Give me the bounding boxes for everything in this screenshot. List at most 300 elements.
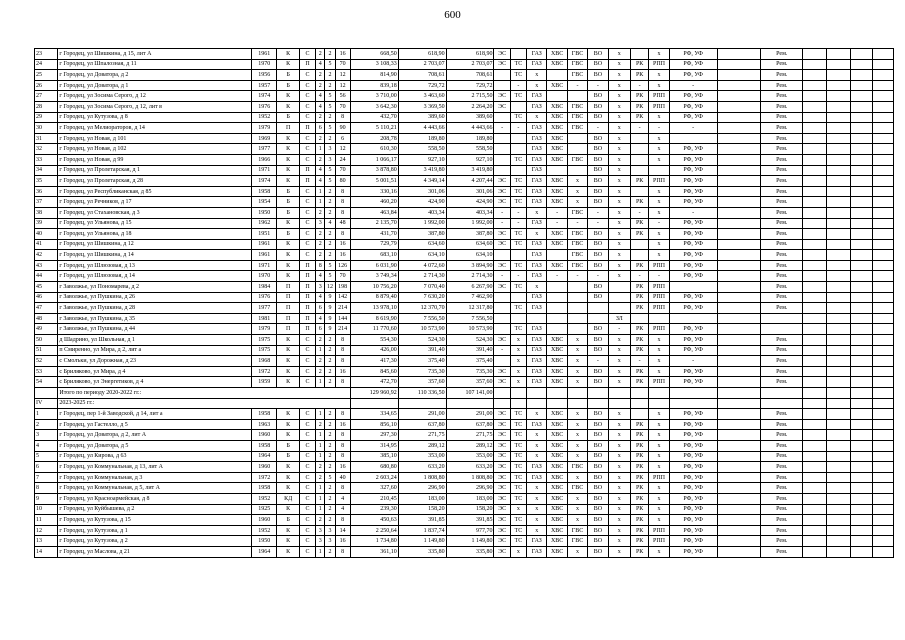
table-cell: х xyxy=(649,345,669,356)
table-cell xyxy=(803,239,826,250)
table-cell: - xyxy=(630,123,648,134)
table-cell: х xyxy=(649,154,669,165)
table-cell xyxy=(717,250,761,261)
table-cell xyxy=(803,154,826,165)
table-cell: С xyxy=(299,409,315,420)
table-cell: 8 619,90 xyxy=(350,313,398,324)
table-cell: РК xyxy=(630,260,648,271)
table-cell: г Городец, ул Кутузова, д 1 xyxy=(58,525,252,536)
table-cell xyxy=(494,388,510,399)
table-cell xyxy=(873,176,894,187)
table-cell xyxy=(851,430,873,441)
table-cell xyxy=(826,398,850,409)
table-cell: 16 xyxy=(335,239,350,250)
table-cell: ВО xyxy=(588,472,608,483)
table-cell: РПП xyxy=(649,303,669,314)
table-cell: Рем. xyxy=(761,282,803,293)
table-cell xyxy=(851,49,873,60)
table-cell: 1968 xyxy=(252,356,277,367)
table-cell: 48 xyxy=(335,218,350,229)
table-cell xyxy=(826,345,850,356)
table-cell: 5 xyxy=(325,59,335,70)
table-cell xyxy=(851,409,873,420)
table-cell xyxy=(717,70,761,81)
table-cell: 7 630,20 xyxy=(398,292,446,303)
table-cell: 1 xyxy=(316,493,325,504)
table-cell: 2 xyxy=(325,80,335,91)
table-cell: 1971 xyxy=(252,165,277,176)
table-cell: 3 xyxy=(316,525,325,536)
table-cell: ВО xyxy=(588,59,608,70)
table-cell: г Городец, ул Коммунальная, д 13, лит А xyxy=(58,462,252,473)
table-cell: Рем. xyxy=(761,59,803,70)
table-cell: РК xyxy=(630,345,648,356)
table-cell xyxy=(510,133,526,144)
table-cell: РК xyxy=(630,112,648,123)
table-row xyxy=(35,49,894,60)
table-cell: г Городец, ул Доватора, д 5 xyxy=(58,440,252,451)
table-cell: ЭС xyxy=(494,366,510,377)
table-cell xyxy=(494,70,510,81)
table-cell xyxy=(717,112,761,123)
table-cell: 6 xyxy=(335,133,350,144)
table-cell: РФ, УФ xyxy=(669,440,717,451)
table-cell xyxy=(630,144,648,155)
table-cell: П xyxy=(277,282,299,293)
table-cell: 2 xyxy=(316,207,325,218)
table-cell: 7 070,40 xyxy=(398,282,446,293)
table-cell: К xyxy=(277,419,299,430)
table-cell: 361,10 xyxy=(350,546,398,557)
table-cell: РК xyxy=(630,303,648,314)
table-cell xyxy=(717,483,761,494)
table-cell: ГАЗ xyxy=(527,546,547,557)
table-cell: 37 xyxy=(35,197,58,208)
table-cell: 24 xyxy=(335,154,350,165)
table-cell: х xyxy=(510,335,526,346)
table-cell: ВО xyxy=(588,546,608,557)
table-cell: 2 xyxy=(316,366,325,377)
table-cell xyxy=(494,303,510,314)
table-cell: 3 xyxy=(316,536,325,547)
table-cell: РФ, УФ xyxy=(669,112,717,123)
table-cell: х xyxy=(608,536,630,547)
table-cell xyxy=(826,313,850,324)
table-cell: 6 xyxy=(316,324,325,335)
table-cell: - xyxy=(510,207,526,218)
table-cell: С xyxy=(299,504,315,515)
table-cell: РК xyxy=(630,218,648,229)
table-cell: - xyxy=(547,218,567,229)
table-cell: 24 xyxy=(35,59,58,70)
table-cell xyxy=(510,250,526,261)
table-cell: 1 992,00 xyxy=(398,218,446,229)
table-cell: С xyxy=(299,70,315,81)
table-cell: 208,78 xyxy=(350,133,398,144)
table-cell: ГАЗ xyxy=(527,335,547,346)
table-cell: ГАЗ xyxy=(527,472,547,483)
table-cell: х xyxy=(567,515,587,526)
table-cell: П xyxy=(299,282,315,293)
table-cell xyxy=(851,525,873,536)
table-cell xyxy=(873,292,894,303)
table-cell: РК xyxy=(630,70,648,81)
table-cell: П xyxy=(277,292,299,303)
table-cell xyxy=(873,250,894,261)
table-cell xyxy=(851,536,873,547)
table-cell xyxy=(873,356,894,367)
table-cell: 1 xyxy=(316,377,325,388)
table-cell: 524,30 xyxy=(446,335,494,346)
table-cell: х xyxy=(649,546,669,557)
table-cell: 16 xyxy=(335,419,350,430)
table-cell: 43 xyxy=(35,260,58,271)
table-cell: ХВС xyxy=(547,546,567,557)
table-cell: 1959 xyxy=(252,377,277,388)
table-cell: 8 xyxy=(335,356,350,367)
table-cell xyxy=(873,472,894,483)
table-cell: г Городец, ул Кирова, д 63 xyxy=(58,451,252,462)
table-cell: ЭС xyxy=(494,419,510,430)
table-cell: х xyxy=(527,525,547,536)
table-cell: К xyxy=(277,546,299,557)
table-cell xyxy=(873,165,894,176)
table-cell: х xyxy=(608,49,630,60)
table-row xyxy=(35,239,894,250)
table-cell: 2 xyxy=(316,49,325,60)
table-cell: с Бриляково, ул Энергетиков, д 4 xyxy=(58,377,252,388)
table-cell: х xyxy=(567,356,587,367)
table-cell: - xyxy=(649,123,669,134)
table-cell: Б xyxy=(277,80,299,91)
table-cell xyxy=(630,49,648,60)
table-cell: РФ, УФ xyxy=(669,377,717,388)
table-cell: - xyxy=(588,218,608,229)
table-cell: 2 xyxy=(316,419,325,430)
table-cell xyxy=(717,515,761,526)
table-cell: 4 443,66 xyxy=(446,123,494,134)
table-cell xyxy=(567,165,587,176)
table-cell: 856,10 xyxy=(350,419,398,430)
table-cell: Рем. xyxy=(761,207,803,218)
table-cell: 3 108,33 xyxy=(350,59,398,70)
table-cell xyxy=(826,419,850,430)
table-cell: ХВС xyxy=(547,366,567,377)
table-cell: 291,00 xyxy=(446,409,494,420)
table-cell: ГВС xyxy=(567,239,587,250)
table-row xyxy=(35,59,894,70)
table-row xyxy=(35,377,894,388)
table-cell: 431,70 xyxy=(350,229,398,240)
table-cell: 4 xyxy=(316,176,325,187)
table-cell xyxy=(803,207,826,218)
table-cell xyxy=(494,80,510,91)
table-cell: х xyxy=(608,271,630,282)
table-cell: ЭС xyxy=(494,472,510,483)
table-cell: РПП xyxy=(649,324,669,335)
table-cell: К xyxy=(277,356,299,367)
table-cell: 2 xyxy=(325,546,335,557)
table-row xyxy=(35,154,894,165)
table-cell: С xyxy=(299,440,315,451)
table-cell: П xyxy=(299,292,315,303)
table-cell: ХВС xyxy=(547,80,567,91)
table-cell: Рем. xyxy=(761,483,803,494)
table-cell: 271,75 xyxy=(446,430,494,441)
table-cell: 391,40 xyxy=(446,345,494,356)
table-cell: ХВС xyxy=(547,462,567,473)
table-cell: - xyxy=(649,271,669,282)
table-cell xyxy=(803,229,826,240)
table-cell: 10 573,90 xyxy=(446,324,494,335)
table-cell: 144 xyxy=(335,313,350,324)
table-cell: ГВС xyxy=(567,525,587,536)
table-cell: 1 xyxy=(316,345,325,356)
table-cell: 1 xyxy=(316,144,325,155)
table-cell: ГВС xyxy=(567,101,587,112)
table-cell xyxy=(608,292,630,303)
table-cell: Рем. xyxy=(761,430,803,441)
table-cell: х xyxy=(608,483,630,494)
table-cell xyxy=(873,462,894,473)
table-cell: ГАЗ xyxy=(527,49,547,60)
table-cell: 708,61 xyxy=(446,70,494,81)
table-cell: РПП xyxy=(649,260,669,271)
table-cell: 1975 xyxy=(252,345,277,356)
table-cell: 2 xyxy=(325,356,335,367)
table-cell: 1975 xyxy=(252,335,277,346)
table-cell: х xyxy=(527,70,547,81)
table-cell: х xyxy=(567,472,587,483)
table-cell xyxy=(494,292,510,303)
table-cell: 26 xyxy=(35,80,58,91)
table-cell xyxy=(494,398,510,409)
table-cell: 8 xyxy=(335,430,350,441)
table-cell xyxy=(873,239,894,250)
table-cell: 8 xyxy=(335,440,350,451)
table-cell: 142 xyxy=(335,292,350,303)
table-cell: 2 714,30 xyxy=(446,271,494,282)
table-cell: 1 xyxy=(316,546,325,557)
table-cell: х xyxy=(510,377,526,388)
table-cell: С xyxy=(299,462,315,473)
table-cell: 1960 xyxy=(252,462,277,473)
table-cell: ТС xyxy=(510,282,526,293)
table-cell: х xyxy=(608,462,630,473)
table-cell: 2 xyxy=(325,207,335,218)
table-cell xyxy=(826,525,850,536)
table-cell: С xyxy=(299,80,315,91)
table-cell xyxy=(761,388,803,399)
table-cell: 12 xyxy=(335,80,350,91)
table-cell: Рем. xyxy=(761,377,803,388)
table-cell: ВО xyxy=(588,345,608,356)
table-cell: - xyxy=(588,271,608,282)
table-cell: ТС xyxy=(510,525,526,536)
table-cell: г Городец, ул Кутузова, д 8 xyxy=(58,112,252,123)
table-cell: РФ, УФ xyxy=(669,536,717,547)
table-cell: РФ, УФ xyxy=(669,472,717,483)
table-cell: 330,16 xyxy=(350,186,398,197)
table-cell xyxy=(717,133,761,144)
table-cell: г Городец, ул Зосима Серого, д 12 xyxy=(58,91,252,102)
table-cell: 735,30 xyxy=(398,366,446,377)
table-cell: РФ, УФ xyxy=(669,335,717,346)
table-cell: 9 xyxy=(325,313,335,324)
table-cell xyxy=(761,398,803,409)
table-cell: х xyxy=(608,218,630,229)
table-cell xyxy=(803,218,826,229)
table-cell: ТС xyxy=(510,70,526,81)
table-cell: 2 xyxy=(325,197,335,208)
table-cell: ХВС xyxy=(547,525,567,536)
table-cell xyxy=(826,80,850,91)
table-cell: - xyxy=(567,80,587,91)
table-cell: 735,30 xyxy=(446,366,494,377)
table-cell xyxy=(669,313,717,324)
table-cell: 424,90 xyxy=(398,197,446,208)
table-cell xyxy=(873,546,894,557)
table-cell: х xyxy=(649,335,669,346)
table-cell: 1964 xyxy=(252,546,277,557)
table-cell: х xyxy=(567,409,587,420)
table-cell xyxy=(851,271,873,282)
table-cell xyxy=(851,451,873,462)
table-cell xyxy=(630,186,648,197)
table-cell: Рем. xyxy=(761,154,803,165)
table-cell: ГАЗ xyxy=(527,366,547,377)
table-cell: 1979 xyxy=(252,123,277,134)
table-cell xyxy=(547,398,567,409)
table-cell: 8 xyxy=(335,377,350,388)
table-cell xyxy=(826,271,850,282)
table-cell: г Городец, ул Шишкина, д 12 xyxy=(58,239,252,250)
table-cell: г Городец, ул Доватора, д 2, лит А xyxy=(58,430,252,441)
table-cell: 6 xyxy=(316,123,325,134)
table-cell: Б xyxy=(277,186,299,197)
table-cell: г Городец, ул Шишкина, д 14 xyxy=(58,250,252,261)
table-cell xyxy=(494,133,510,144)
table-cell: 56 xyxy=(335,91,350,102)
table-cell: 9 xyxy=(325,324,335,335)
table-cell: 5 xyxy=(325,176,335,187)
table-cell: С xyxy=(299,472,315,483)
table-cell: РФ, УФ xyxy=(669,419,717,430)
table-cell xyxy=(851,144,873,155)
table-row xyxy=(35,451,894,462)
table-cell: 3 xyxy=(35,430,58,441)
table-cell xyxy=(527,388,547,399)
table-cell: РФ, УФ xyxy=(669,250,717,261)
table-cell: 1960 xyxy=(252,515,277,526)
table-cell xyxy=(494,112,510,123)
table-cell: РК xyxy=(630,472,648,483)
table-cell: 158,20 xyxy=(398,504,446,515)
table-cell: ТС xyxy=(510,419,526,430)
table-cell xyxy=(717,186,761,197)
table-cell xyxy=(803,472,826,483)
table-cell: 1 xyxy=(316,440,325,451)
table-cell xyxy=(717,80,761,91)
table-cell: Рем. xyxy=(761,80,803,91)
table-cell xyxy=(851,229,873,240)
table-cell: 1952 xyxy=(252,493,277,504)
table-cell: ТС xyxy=(510,451,526,462)
table-cell: ХВС xyxy=(547,133,567,144)
table-cell: г Городец, ул Пролетарская, д 28 xyxy=(58,176,252,187)
table-cell: 8 xyxy=(335,207,350,218)
table-cell: РФ, УФ xyxy=(669,493,717,504)
table-cell: 637,80 xyxy=(446,419,494,430)
table-cell xyxy=(717,59,761,70)
table-cell: С xyxy=(299,536,315,547)
table-cell xyxy=(717,271,761,282)
table-cell: ХВС xyxy=(547,483,567,494)
table-cell xyxy=(873,515,894,526)
table-cell: Рем. xyxy=(761,451,803,462)
table-cell: х xyxy=(567,430,587,441)
table-cell: х xyxy=(608,229,630,240)
table-cell xyxy=(803,292,826,303)
table-cell: г Заволжье, ул Пушкина, д 26 xyxy=(58,292,252,303)
table-cell: 1950 xyxy=(252,536,277,547)
table-cell: ЭС xyxy=(494,229,510,240)
table-cell: Рем. xyxy=(761,271,803,282)
table-cell: х xyxy=(608,366,630,377)
table-cell: 618,90 xyxy=(398,49,446,60)
table-cell: К xyxy=(277,271,299,282)
table-cell: ГВС xyxy=(567,112,587,123)
table-cell: ЭС xyxy=(494,525,510,536)
table-cell xyxy=(717,419,761,430)
table-cell xyxy=(717,472,761,483)
table-cell: Рем. xyxy=(761,91,803,102)
table-cell: Рем. xyxy=(761,335,803,346)
table-cell: 2 xyxy=(325,430,335,441)
table-cell: ХВС xyxy=(547,260,567,271)
table-cell: х xyxy=(649,70,669,81)
table-cell: 4 xyxy=(35,440,58,451)
table-row xyxy=(35,165,894,176)
table-cell: 1972 xyxy=(252,472,277,483)
table-cell: РФ, УФ xyxy=(669,409,717,420)
table-cell: ТС xyxy=(510,239,526,250)
table-cell: 3 749,34 xyxy=(350,271,398,282)
table-cell: - xyxy=(630,356,648,367)
table-cell xyxy=(803,250,826,261)
table-cell: 335,80 xyxy=(398,546,446,557)
table-cell: х xyxy=(649,440,669,451)
table-cell: 5 xyxy=(325,271,335,282)
table-cell: х xyxy=(649,430,669,441)
table-cell: ВО xyxy=(588,419,608,430)
table-cell: 8 xyxy=(335,112,350,123)
table-cell xyxy=(630,133,648,144)
table-cell: 463,84 xyxy=(350,207,398,218)
table-cell xyxy=(803,80,826,91)
table-cell: г Городец, ул Куйбышева, д 2 xyxy=(58,504,252,515)
table-cell xyxy=(588,398,608,409)
table-cell: 198 xyxy=(335,282,350,293)
table-cell: ХВС xyxy=(547,451,567,462)
table-cell: г Городец, ул Шлюзовая, д 13 xyxy=(58,260,252,271)
table-cell: РК xyxy=(630,101,648,112)
table-row xyxy=(35,335,894,346)
table-cell xyxy=(510,101,526,112)
table-cell: РФ, УФ xyxy=(669,59,717,70)
table-cell: г Городец, ул Пролетарская, д 1 xyxy=(58,165,252,176)
table-cell: Рем. xyxy=(761,419,803,430)
